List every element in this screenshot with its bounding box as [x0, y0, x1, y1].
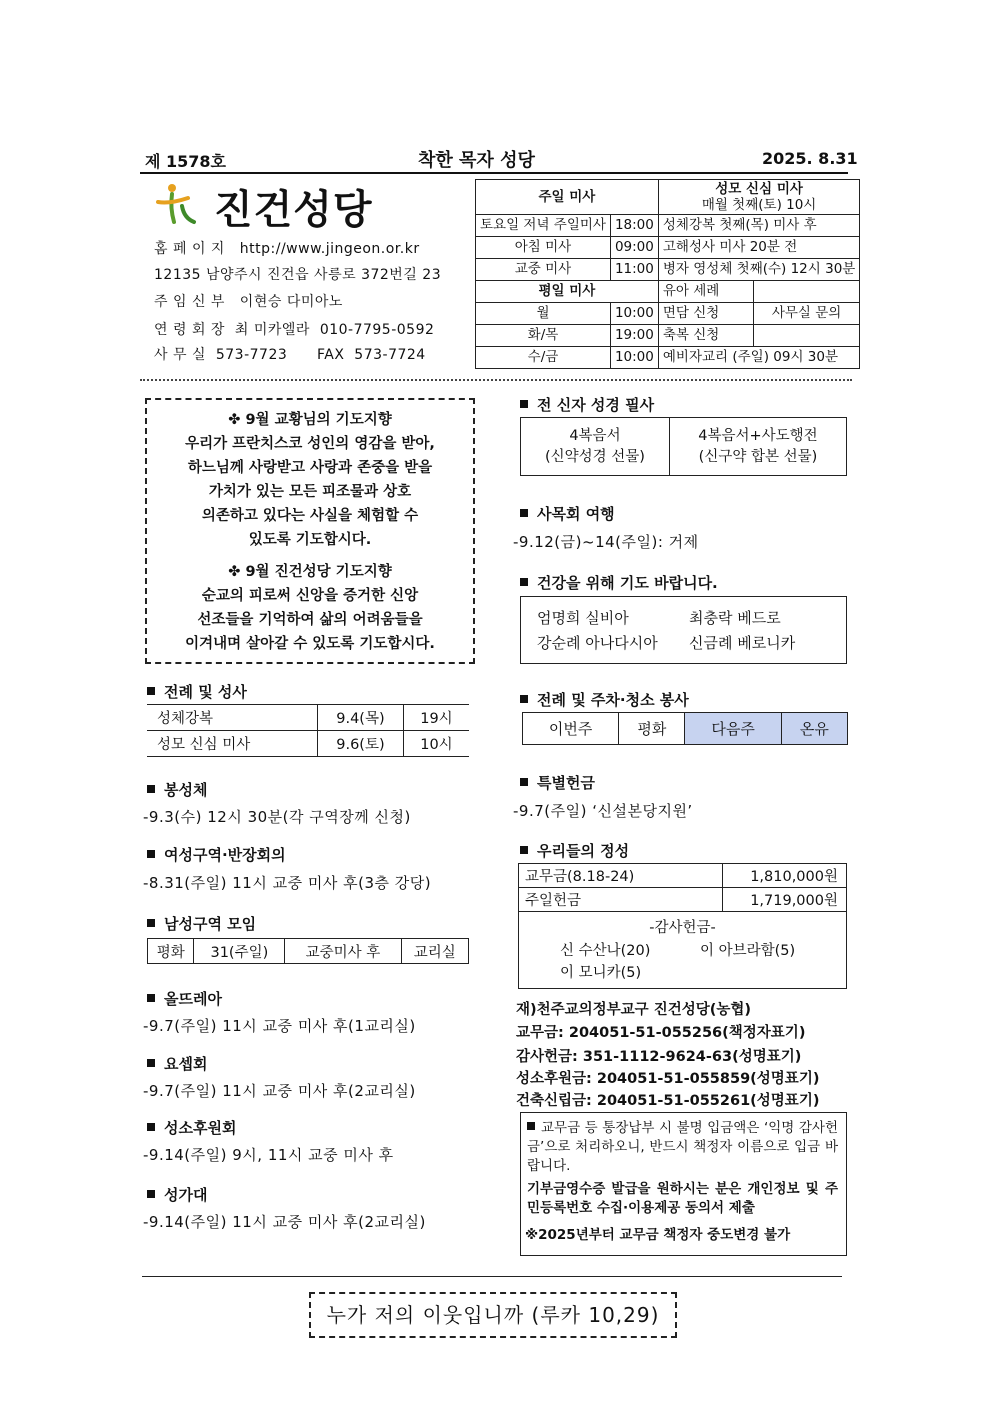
bank-header: 재)천주교의정부교구 진건성당(농협)	[516, 1002, 752, 1018]
trip-heading: 사목회 여행	[520, 503, 615, 524]
parish-pastor: 주 임 신 부 이현승 다미아노	[154, 294, 343, 310]
table-row: 4복음서 (신약성경 선물) 4복음서+사도행전 (신구약 합본 선물)	[521, 418, 847, 476]
health-heading: 건강을 위해 기도 바랍니다.	[520, 572, 718, 593]
parish-address: 12135 남양주시 진건읍 사릉로 372번길 23	[154, 267, 442, 283]
support-heading: 성소후원회	[147, 1117, 236, 1138]
bank-line: 교무금: 204051-51-055256(책정자표기)	[516, 1025, 806, 1041]
issue-date: 2025. 8.31	[762, 149, 858, 168]
table-row: 교무금(8.18-24) 1,810,000원	[519, 864, 847, 888]
pope-prayer-title: ✤ 9월 교황님의 기도지향	[228, 412, 392, 428]
communion-heading: 봉성체	[147, 779, 207, 800]
parish-council: 연 령 회 장 최 미카엘라 010-7795-0592	[154, 322, 435, 338]
notice-box: 교무금 등 통장납부 시 불명 입금액은 ‘익명 감사헌금’으로 처리하오니, 반드시 책정자 이름으로 입금 바랍니다. 기부금영수증 발급을 원하시는 분은 개인정보 및 주민등록번호 수집·이용제공 동의서 제출 ※2025년부터 교무금 책정자 중도변경 불가	[520, 1112, 847, 1256]
trip-text: -9.12(금)~14(주일): 거제	[513, 533, 699, 551]
footer-rule	[142, 1276, 842, 1277]
men-meeting-table	[147, 938, 469, 964]
header-rule	[140, 172, 848, 174]
sunday-mass-header: 주일 미사	[476, 180, 659, 215]
bank-line: 건축신립금: 204051-51-055261(성명표기)	[516, 1093, 820, 1109]
liturgy-table	[147, 704, 469, 757]
prayer-intentions-box: ✤ 9월 교황님의 기도지향 우리가 프란치스코 성인의 영감을 받아, 하느님께 사랑받고 사랑과 존중을 받을 가치가 있는 모든 피조물과 상호 의존하고 있다는 사실을 체험할 수 있도록 기도합시다. ✤ 9월 진건성당 기도지향 순교의 피로써 신앙을 증거한 신앙 선조들을 기억하여 삶의 어려움들을 이겨내며 살아갈 수 있도록 기도합시다.	[145, 398, 475, 664]
adoration-header: 성모 신심 미사 매월 첫째(토) 10시	[658, 180, 859, 215]
table-row: 평일 미사 유아 세례	[476, 281, 860, 303]
table-row: 이번주 평화 다음주 온유	[523, 713, 848, 745]
liturgy-heading: 전례 및 성사	[147, 681, 247, 702]
table-row: 교중 미사 11:00 병자 영성체 첫째(수) 12시 30분	[476, 259, 860, 281]
men-heading: 남성구역 모임	[147, 913, 256, 934]
bible-heading: 전 신자 성경 필사	[520, 394, 654, 415]
office-inquiry: 사무실 문의	[771, 305, 842, 321]
choir-text: -9.14(주일) 11시 교중 미사 후(2교리실)	[143, 1213, 426, 1231]
table-row: 화/목 19:00 축복 신청	[476, 325, 860, 347]
table-row: 아침 미사 09:00 고해성사 미사 20분 전	[476, 237, 860, 259]
table-row: 수/금 10:00 예비자교리 (주일) 09시 30분	[476, 347, 860, 369]
footer-verse: 누가 저의 이웃입니까 (루카 10,29)	[309, 1292, 677, 1338]
bank-line: 감사헌금: 351-1112-9624-63(성명표기)	[516, 1049, 802, 1065]
service-table	[522, 712, 848, 745]
newsletter-title: 착한 목자 성당	[418, 150, 535, 171]
health-box: 엄명희 실비아 최충락 베드로 강순례 아나다시아 신금례 베로니카	[520, 596, 847, 664]
table-row: 평화 31(주일) 교중미사 후 교리실	[148, 939, 469, 964]
altar-heading: 올뜨레아	[147, 988, 222, 1009]
offering-table	[518, 863, 847, 989]
table-row: -감사헌금- 신 수산나(20) 이 아브라함(5) 이 모니카(5)	[519, 912, 847, 989]
logo-text: 진건성당	[214, 187, 373, 233]
joseph-text: -9.7(주일) 11시 교중 미사 후(2교리실)	[143, 1082, 416, 1100]
bank-line: 성소후원금: 204051-51-055859(성명표기)	[516, 1071, 820, 1087]
table-row: 월 10:00 면담 신청 사무실 문의	[476, 303, 860, 325]
communion-text: -9.3(수) 12시 30분(각 구역장께 신청)	[143, 808, 411, 826]
issue-number: 제 1578호	[145, 152, 227, 171]
parish-office: 사 무 실 573-7723 FAX 573-7724	[154, 347, 426, 363]
parish-logo	[152, 182, 402, 233]
altar-text: -9.7(주일) 11시 교중 미사 후(1교리실)	[143, 1017, 416, 1035]
table-row: 성모 신심 미사 9.6(토) 10시	[147, 731, 469, 757]
section-divider	[140, 379, 852, 381]
choir-heading: 성가대	[147, 1184, 207, 1205]
women-text: -8.31(주일) 11시 교중 미사 후(3층 강당)	[143, 874, 432, 892]
women-heading: 여성구역·반장회의	[147, 844, 286, 865]
special-heading: 특별헌금	[520, 772, 595, 793]
joseph-heading: 요셉회	[147, 1053, 207, 1074]
parish-homepage: 홈 페 이 지 http://www.jingeon.or.kr	[154, 241, 420, 257]
special-text: -9.7(주일) ‘신설본당지원’	[513, 802, 693, 820]
table-row: 토요일 저녁 주일미사 18:00 성체강복 첫째(목) 미사 후	[476, 215, 860, 237]
offering-heading: 우리들의 정성	[520, 840, 629, 861]
support-text: -9.14(주일) 9시, 11시 교중 미사 후	[143, 1146, 394, 1164]
table-row: 주일헌금 1,719,000원	[519, 888, 847, 912]
table-row: 성체강복 9.4(목) 19시	[147, 705, 469, 731]
mass-schedule-table	[475, 179, 860, 369]
parish-prayer-title: ✤ 9월 진건성당 기도지향	[228, 564, 392, 580]
cross-logo-icon	[152, 182, 208, 228]
service-heading: 전례 및 주차·청소 봉사	[520, 689, 689, 710]
bible-table	[520, 417, 847, 476]
weekday-mass-header: 평일 미사	[476, 281, 659, 303]
